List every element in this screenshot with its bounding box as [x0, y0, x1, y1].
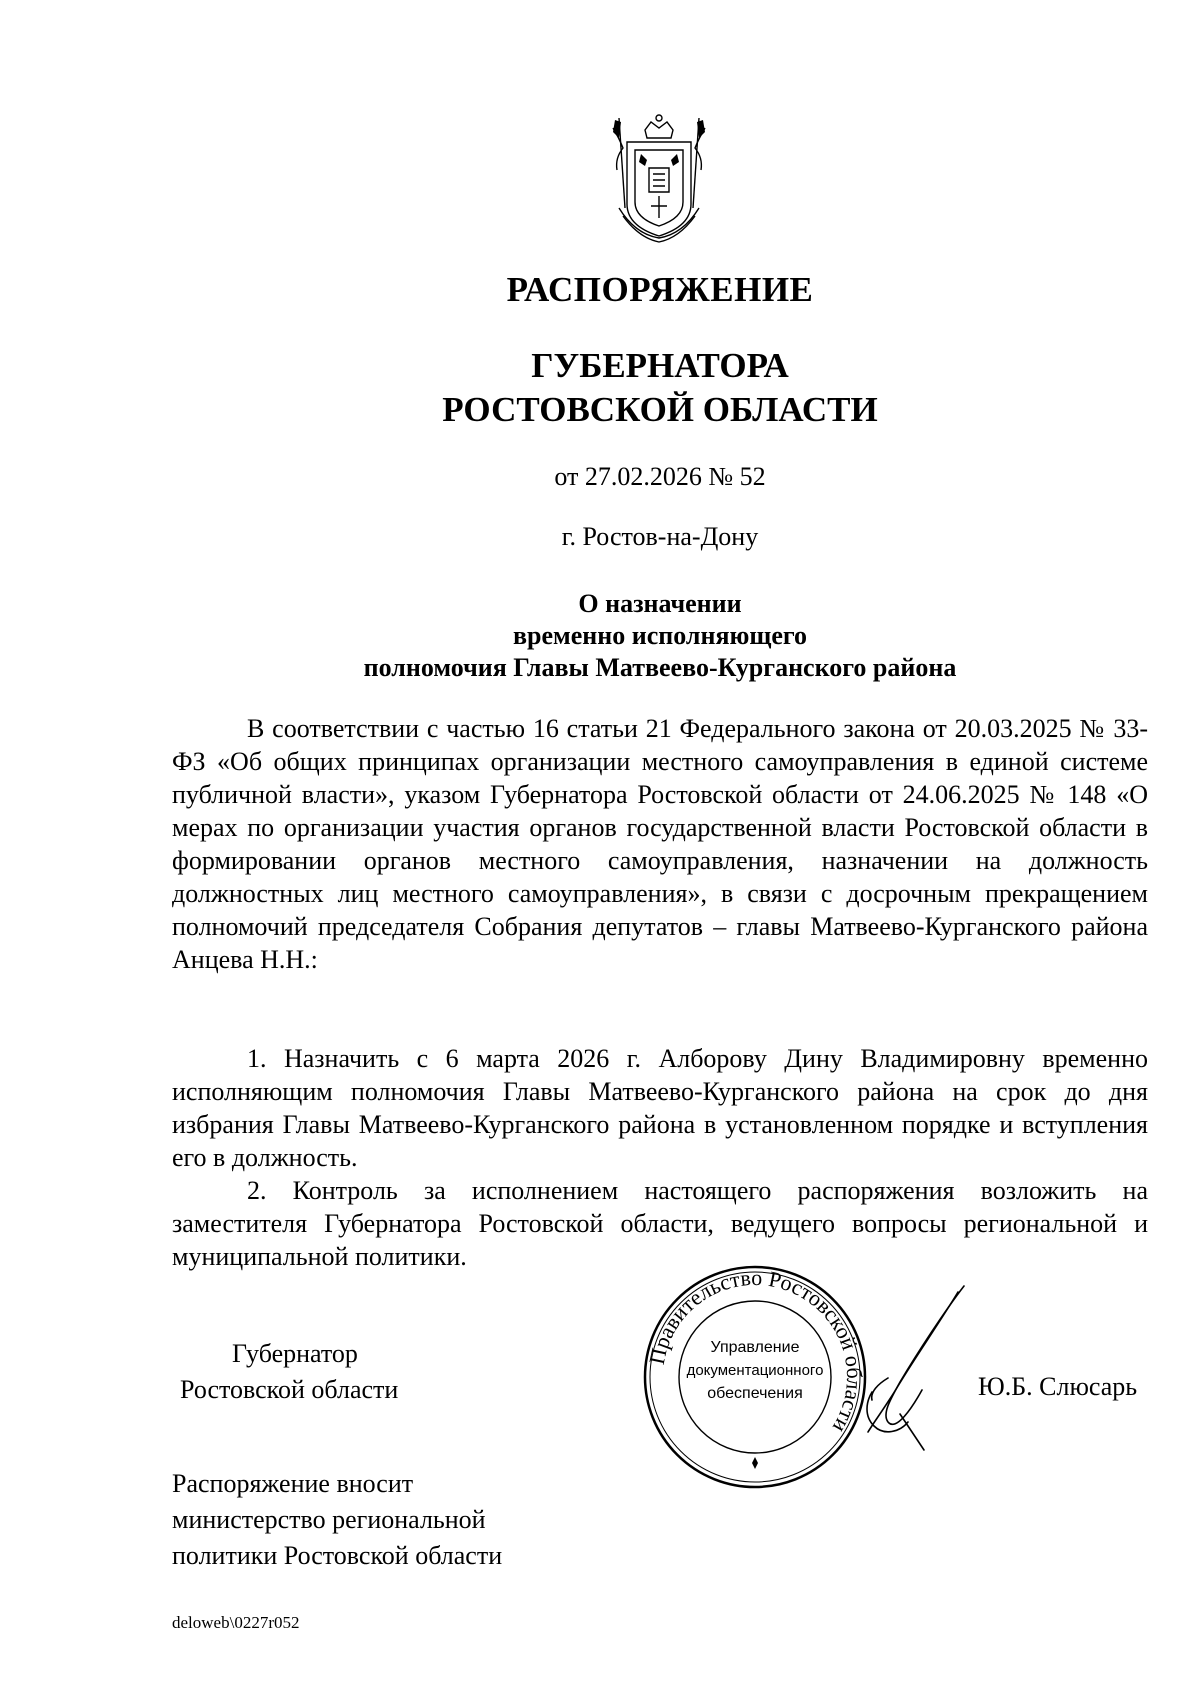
position-line-2: Ростовской области: [180, 1375, 399, 1404]
introduced-by-line-2: министерство региональной: [172, 1505, 486, 1534]
preamble-text: В соответствии с частью 16 статьи 21 Федерального закона от 20.03.2025 № 33-ФЗ «Об общих принципах организации местного самоуправления в единой системе публичной власти», указом Губернатора Ростовской области от 24.06.2025 № 148 «О мерах по организации участия органов государственной власти Ростовской области в формировании органов местного самоуправления, назначении на должность должностных лиц местного самоуправления», в связи с досрочным прекращением полномочий председателя Собрания депутатов – главы Матвеево-Курганского района Анцева Н.Н.:: [172, 714, 1148, 974]
signatory-position: [180, 1336, 398, 1408]
preamble-paragraph: [172, 712, 1148, 976]
subject-line-2: временно исполняющего: [512, 621, 808, 650]
order-items: [172, 1042, 1148, 1273]
issuer-line-2: РОСТОВСКОЙ ОБЛАСТИ: [442, 390, 878, 429]
stamp-ring-textpath: Правительство Ростовской области: [643, 1264, 868, 1438]
document-subject: [0, 588, 1200, 684]
official-stamp: [640, 1262, 870, 1492]
order-item-2: 2. Контроль за исполнением настоящего распоряжения возложить на заместителя Губернатора Ростовской области, ведущего вопросы региональной и муниципальной политики.: [172, 1176, 1148, 1271]
stamp-inner-line-1: Управление: [710, 1339, 800, 1356]
issuer-heading: [0, 344, 1200, 432]
introduced-by-line-3: политики Ростовской области: [172, 1541, 503, 1570]
document-city: г. Ростов-на-Дону: [561, 522, 759, 551]
document-date-number: от 27.02.2026 № 52: [554, 462, 766, 491]
order-item-1: 1. Назначить с 6 марта 2026 г. Алборову Дину Владимировну временно исполняющим полномочия Главы Матвеево-Курганского района на срок до дня избрания Главы Матвеево-Курганского района в установленном порядке и вступления его в должность.: [172, 1044, 1148, 1172]
subject-line-3: полномочия Главы Матвеево-Курганского района: [363, 653, 957, 682]
stamp-star-icon: [752, 1457, 758, 1469]
handwritten-signature: [860, 1282, 980, 1452]
signer-name: Ю.Б. Слюсарь: [978, 1372, 1138, 1401]
introduced-by-line-1: Распоряжение вносит: [172, 1469, 414, 1498]
document-title: РАСПОРЯЖЕНИЕ: [506, 270, 814, 309]
stamp-inner-line-3: обеспечения: [707, 1385, 803, 1402]
subject-line-1: О назначении: [578, 589, 742, 618]
introduced-by-block: [172, 1466, 502, 1574]
file-reference: deloweb\0227r052: [172, 1613, 300, 1632]
stamp-inner-line-2: документационного: [686, 1362, 824, 1379]
coat-of-arms-icon: [605, 108, 713, 246]
position-line-1: Губернатор: [232, 1339, 358, 1368]
issuer-line-1: ГУБЕРНАТОРА: [531, 346, 789, 385]
